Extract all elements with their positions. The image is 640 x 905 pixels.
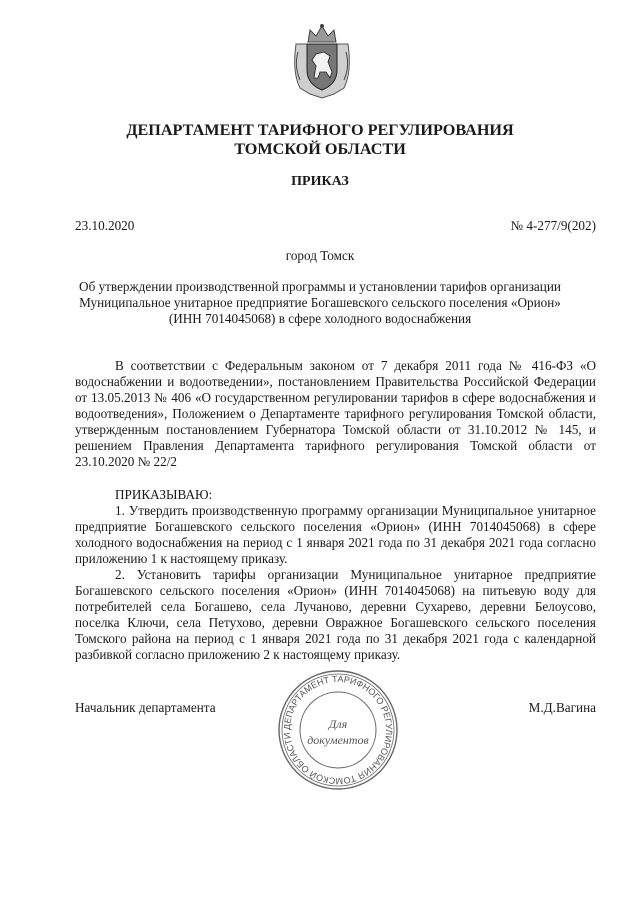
stamp-center-line1: Для: [328, 717, 348, 731]
order-word: ПРИКАЗЫВАЮ:: [115, 487, 213, 502]
stamp-center-line2: документов: [307, 733, 369, 747]
preamble-text: В соответствии с Федеральным законом от 7 декабря 2011 года № 416-ФЗ «О водоснабжении и водоотведении», постановлением Правительства Российской Федерации от 13.05.2013 № 406 «О государственном регулировании тарифов в сфере водоснабжения и водоотведения», Положением о Департаменте тарифного регулирования Томской области, утвержденным постановлением Губернатора Томской области от 31.10.2012 № 145, и решением Правления Департамента тарифного регулирования Томской области от 23.10.2020 № 22/2: [75, 358, 596, 469]
order-items: [75, 503, 596, 663]
preamble: [75, 358, 596, 470]
tomsk-coat-of-arms: [290, 22, 354, 102]
doc-number: № 4-277/9(202): [510, 218, 596, 233]
stamp-ring-text: ДЕПАРТАМЕНТ ТАРИФНОГО РЕГУЛИРОВАНИЯ ТОМСКОЙ ОБЛАСТИ: [281, 673, 395, 787]
doc-type: ПРИКАЗ: [291, 174, 349, 189]
signer-title: Начальник департамента: [75, 700, 216, 715]
doc-date: 23.10.2020: [75, 218, 135, 233]
city: город Томск: [285, 248, 355, 263]
subject-line: Об утверждении производственной программы и установлении тарифов организации: [79, 279, 561, 294]
signer-name: М.Д.Вагина: [528, 700, 596, 715]
department-name-line2: ТОМСКОЙ ОБЛАСТИ: [234, 140, 406, 158]
order-item-1: 1. Утвердить производственную программу организации Муниципальное унитарное предприятие Богашевского сельского поселения «Орион» (ИНН 7014045068) в сфере холодного водоснабжения на период с 1 января 2021 года по 31 декабря 2021 года согласно приложению 1 к настоящему приказу.: [75, 503, 596, 566]
subject-line: (ИНН 7014045068) в сфере холодного водоснабжения: [168, 311, 472, 326]
subject-line: Муниципальное унитарное предприятие Богашевского сельского поселения «Орион»: [79, 295, 561, 310]
official-stamp: [276, 668, 400, 792]
order-item-2: 2. Установить тарифы организации Муниципальное унитарное предприятие Богашевского сельского поселения «Орион» (ИНН 7014045068) на питьевую воду для потребителей села Богашево, села Лучаново, деревни Сухарево, деревни Белоусово, поселка Ключи, села Петухово, деревни Овражное Богашевского сельского поселения Томского района на период с 1 января 2021 года по 31 декабря 2021 года с календарной разбивкой согласно приложению 2 к настоящему приказу.: [75, 567, 596, 662]
department-name-line1: ДЕПАРТАМЕНТ ТАРИФНОГО РЕГУЛИРОВАНИЯ: [126, 121, 514, 139]
